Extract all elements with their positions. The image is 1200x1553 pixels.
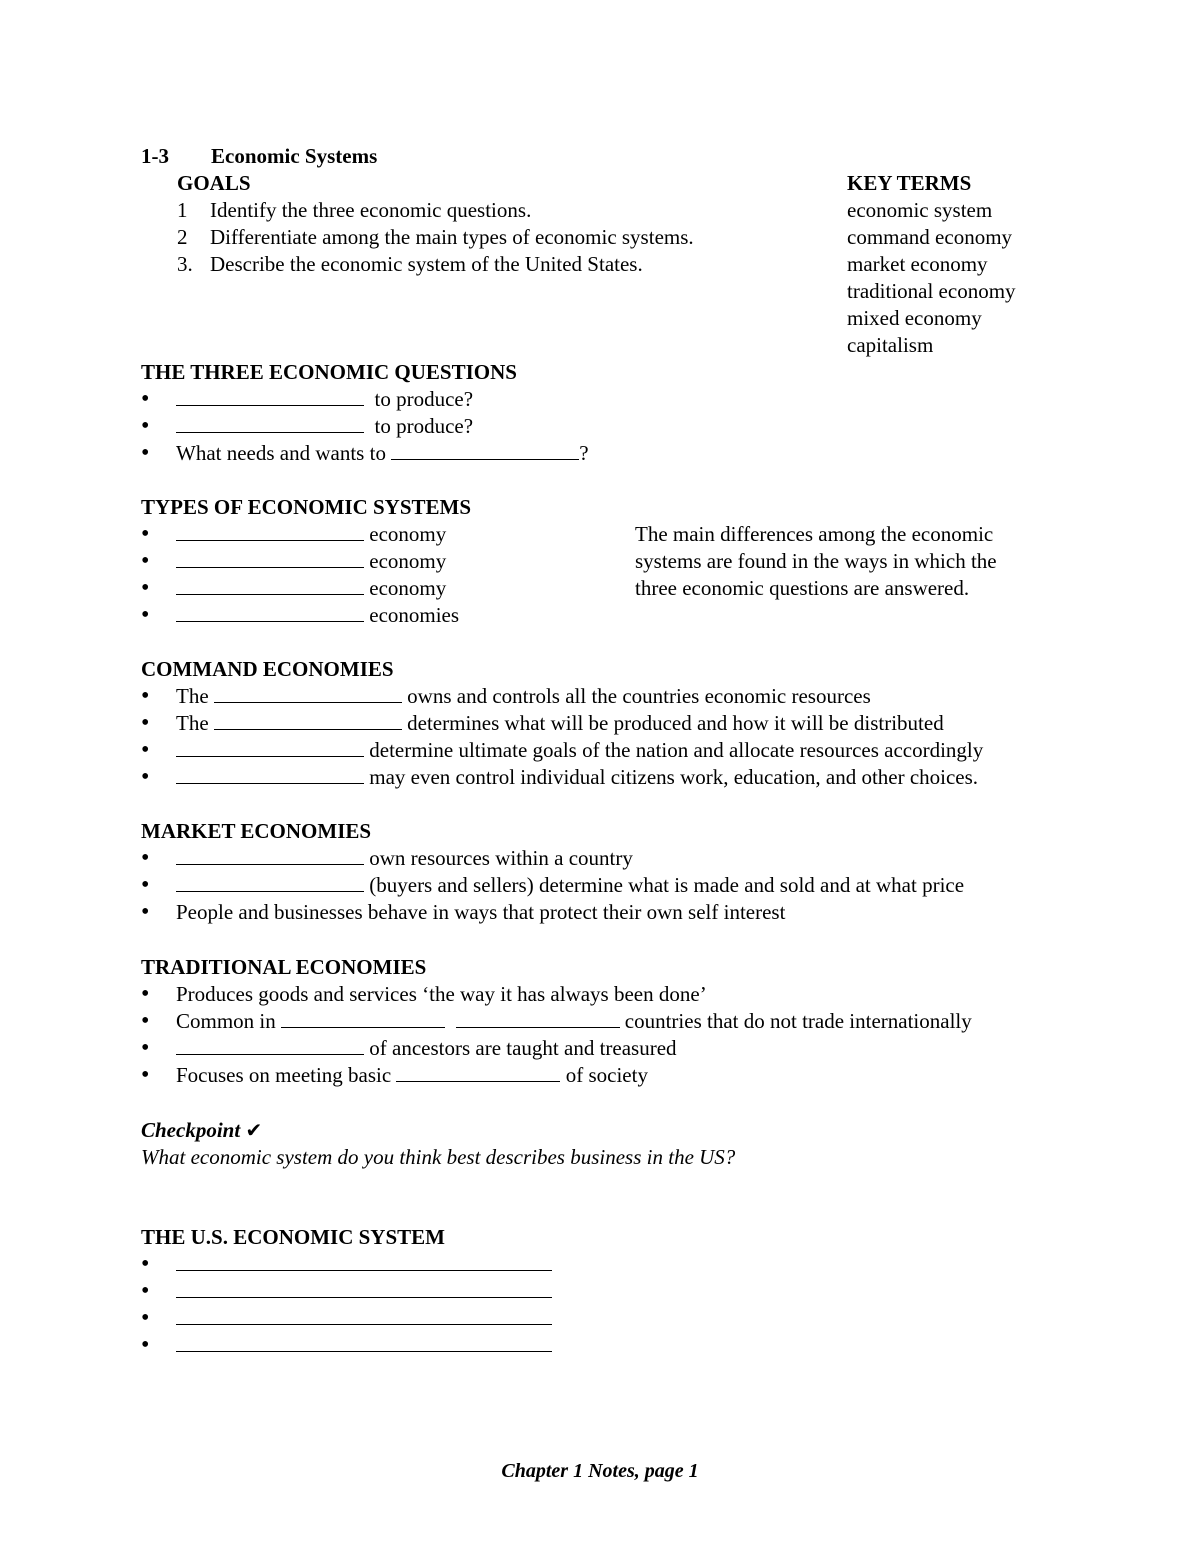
bullet-text: The (176, 711, 209, 735)
list-item (141, 981, 972, 1008)
types-note-line: The main differences among the economic (635, 522, 994, 546)
fill-blank[interactable] (176, 1251, 552, 1271)
list-item (141, 845, 964, 872)
questions-heading: THE THREE ECONOMIC QUESTIONS (141, 360, 517, 384)
page-footer: Chapter 1 Notes, page 1 (501, 1460, 699, 1482)
fill-blank[interactable] (281, 1008, 445, 1028)
checkmark-icon: ✔ (245, 1118, 263, 1142)
lesson-number: 1-3 (141, 144, 169, 168)
list-item (141, 710, 983, 737)
goal-text: Differentiate among the main types of economic systems. (210, 225, 694, 249)
fill-blank[interactable] (214, 683, 402, 703)
list-item (141, 1278, 552, 1305)
fill-blank[interactable] (176, 737, 364, 757)
checkpoint-question: What economic system do you think best describes business in the US? (141, 1145, 736, 1169)
fill-blank[interactable] (176, 521, 364, 541)
bullet-text: economy (369, 549, 447, 573)
bullet-text: may even control individual citizens work, education, and other choices. (369, 765, 979, 789)
key-term: market economy (847, 252, 988, 276)
goal-item (177, 224, 694, 251)
fill-blank[interactable] (391, 440, 579, 460)
goal-number: 1 (177, 198, 188, 222)
fill-blank[interactable] (396, 1062, 560, 1082)
us-system-list (141, 1251, 552, 1359)
list-item (141, 872, 964, 899)
list-item (141, 737, 983, 764)
key-term: capitalism (847, 333, 934, 357)
fill-blank[interactable] (176, 575, 364, 595)
fill-blank[interactable] (176, 1332, 552, 1352)
bullet-text: countries that do not trade internationally (624, 1009, 972, 1033)
list-item (141, 413, 589, 440)
bullet-text: to produce? (374, 387, 474, 411)
bullet-text: economy (369, 576, 447, 600)
bullet-text: own resources within a country (369, 846, 633, 870)
traditional-heading: TRADITIONAL ECONOMIES (141, 955, 427, 979)
goal-number: 3. (177, 252, 193, 276)
bullet-text: economies (369, 603, 460, 627)
key-term: traditional economy (847, 279, 1016, 303)
goal-item (177, 197, 531, 224)
key-terms-heading: KEY TERMS (847, 171, 972, 195)
bullet-text: owns and controls all the countries economic resources (407, 684, 871, 708)
list-item (141, 521, 459, 548)
command-heading: COMMAND ECONOMIES (141, 657, 394, 681)
types-note-line: systems are found in the ways in which the (635, 549, 997, 573)
checkpoint-label: Checkpoint (141, 1118, 241, 1142)
key-term: economic system (847, 198, 993, 222)
bullet-text: Common in (176, 1009, 276, 1033)
goal-text: Describe the economic system of the United States. (210, 252, 643, 276)
fill-blank[interactable] (176, 602, 364, 622)
list-item (141, 1035, 972, 1062)
types-heading: TYPES OF ECONOMIC SYSTEMS (141, 495, 472, 519)
bullet-text: (buyers and sellers) determine what is made and sold and at what price (369, 873, 965, 897)
list-item (141, 764, 983, 791)
us-system-heading: THE U.S. ECONOMIC SYSTEM (141, 1225, 445, 1249)
market-list (141, 845, 964, 926)
bullet-text: People and businesses behave in ways that protect their own self interest (176, 900, 786, 924)
goal-text: Identify the three economic questions. (210, 198, 532, 222)
fill-blank[interactable] (176, 1278, 552, 1298)
bullet-text: determine ultimate goals of the nation and allocate resources accordingly (369, 738, 984, 762)
list-item (141, 440, 589, 467)
list-item (141, 1251, 552, 1278)
fill-blank[interactable] (176, 386, 364, 406)
traditional-list (141, 981, 972, 1089)
types-note-line: three economic questions are answered. (635, 576, 970, 600)
bullet-text: of society (565, 1063, 648, 1087)
fill-blank[interactable] (176, 764, 364, 784)
market-heading: MARKET ECONOMIES (141, 819, 372, 843)
list-item (141, 1332, 552, 1359)
list-item (141, 1062, 972, 1089)
command-list (141, 683, 983, 791)
fill-blank[interactable] (176, 1035, 364, 1055)
list-item (141, 899, 964, 926)
goal-number: 2 (177, 225, 188, 249)
fill-blank[interactable] (176, 413, 364, 433)
list-item (141, 683, 983, 710)
key-term: command economy (847, 225, 1013, 249)
list-item (141, 548, 459, 575)
fill-blank[interactable] (456, 1008, 620, 1028)
questions-list (141, 386, 589, 467)
list-item (141, 602, 459, 629)
fill-blank[interactable] (176, 548, 364, 568)
bullet-text: ? (579, 441, 589, 465)
bullet-text: of ancestors are taught and treasured (369, 1036, 677, 1060)
list-item (141, 1008, 972, 1035)
fill-blank[interactable] (176, 845, 364, 865)
bullet-text: to produce? (374, 414, 474, 438)
list-item (141, 1305, 552, 1332)
bullet-text: What needs and wants to (176, 441, 386, 465)
fill-blank[interactable] (176, 872, 364, 892)
lesson-title: Economic Systems (211, 144, 378, 168)
types-list (141, 521, 459, 629)
fill-blank[interactable] (176, 1305, 552, 1325)
fill-blank[interactable] (214, 710, 402, 730)
bullet-text: determines what will be produced and how it will be distributed (407, 711, 944, 735)
goal-item (177, 251, 643, 278)
key-term: mixed economy (847, 306, 982, 330)
checkpoint (141, 1117, 262, 1144)
list-item (141, 386, 589, 413)
bullet-text: Produces goods and services ‘the way it has always been done’ (176, 982, 707, 1006)
goals-heading: GOALS (177, 171, 251, 195)
bullet-text: The (176, 684, 209, 708)
bullet-text: Focuses on meeting basic (176, 1063, 392, 1087)
list-item (141, 575, 459, 602)
bullet-text: economy (369, 522, 447, 546)
